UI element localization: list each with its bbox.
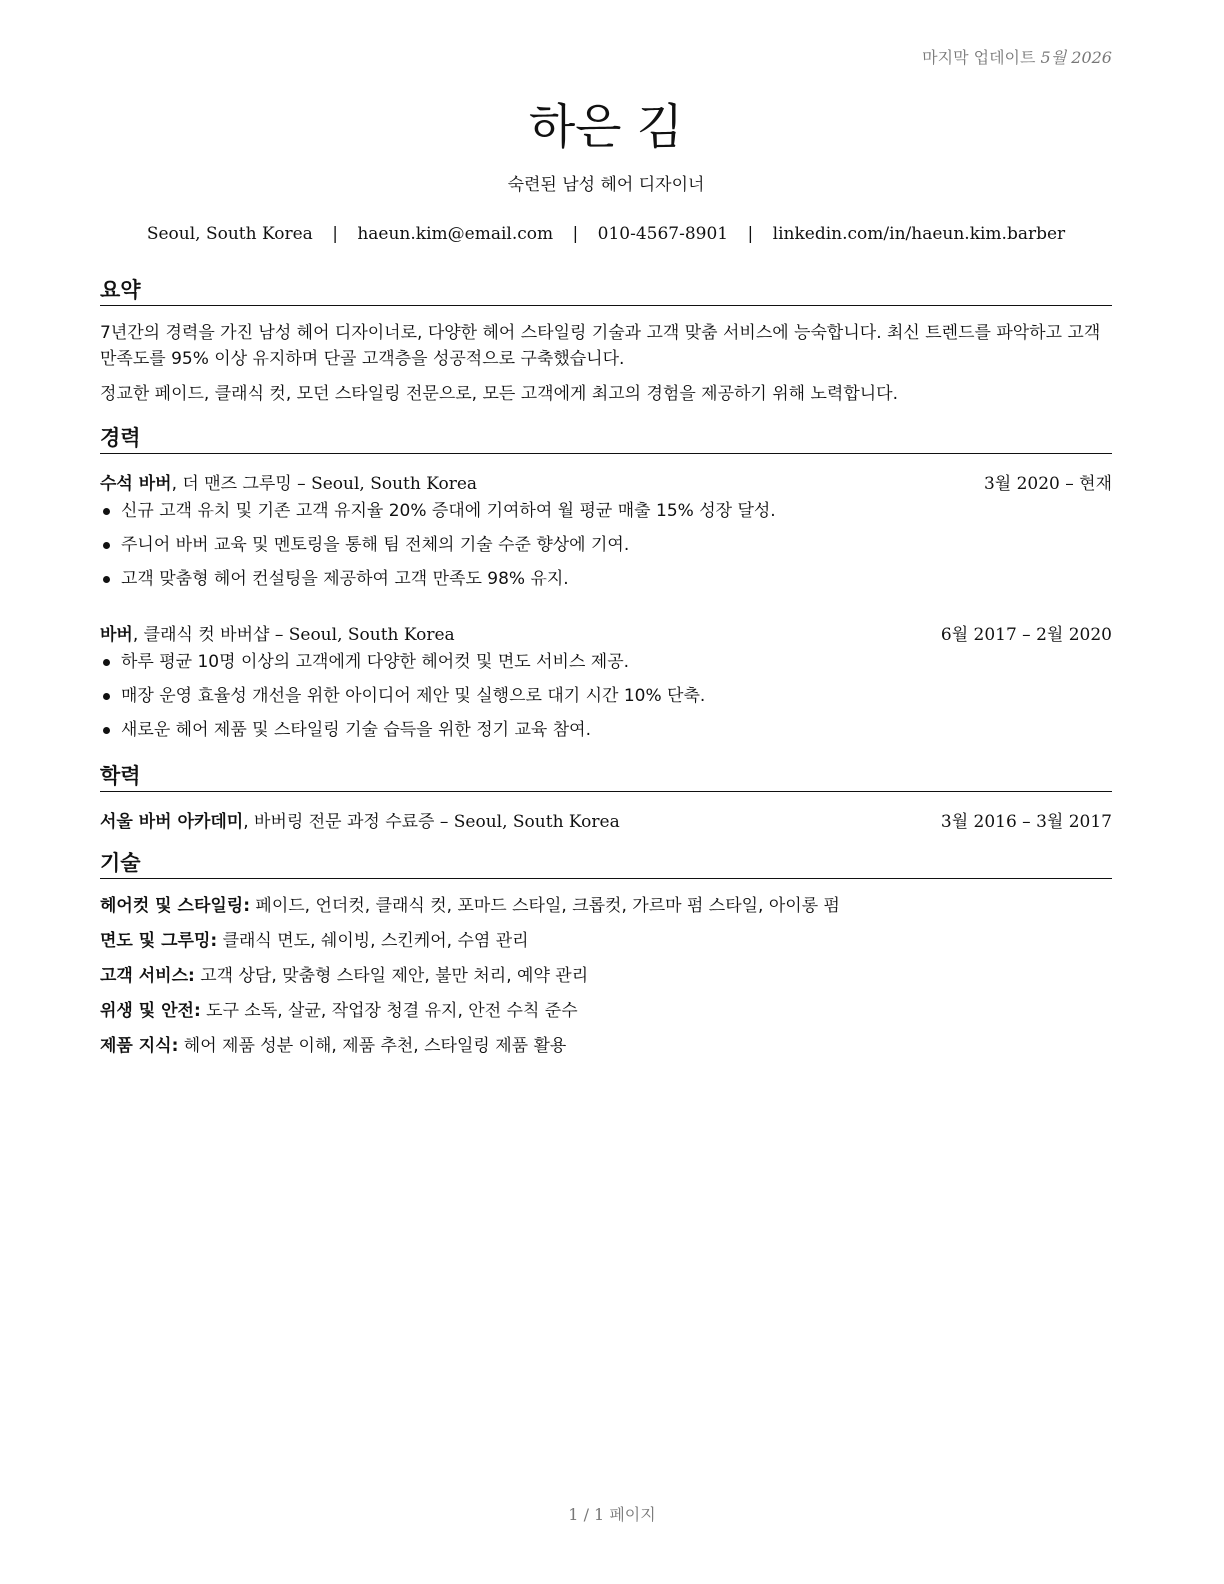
contact-separator: | [572, 224, 579, 244]
last-updated [922, 45, 1112, 68]
last-updated-label: 마지막 업데이트 [922, 48, 1036, 67]
section-title-skills: 기술 [100, 847, 1112, 879]
list-item [100, 499, 1112, 533]
list-item [100, 567, 1112, 601]
skill-row [100, 929, 1112, 964]
skill-values: 클래식 면도, 쉐이빙, 스킨케어, 수염 관리 [217, 931, 529, 951]
job-location: – Seoul, South Korea [291, 474, 478, 494]
contact-location: Seoul, South Korea [146, 224, 313, 244]
last-updated-date: 5월 2026 [1040, 48, 1112, 67]
section-title-experience: 경력 [100, 422, 1112, 454]
skill-values: 도구 소독, 살균, 작업장 청결 유지, 안전 수칙 준수 [200, 1001, 578, 1021]
bullet-icon [103, 576, 110, 583]
contact-email[interactable]: haeun.kim@email.com [357, 224, 554, 244]
bullet-icon [103, 693, 110, 700]
skill-row [100, 964, 1112, 999]
education-location: – Seoul, South Korea [434, 812, 620, 832]
summary-paragraph: 정교한 페이드, 클래식 컷, 모던 스타일링 전문으로, 모든 고객에게 최고의 경험을 제공하기 위해 노력합니다. [100, 384, 899, 404]
job-header [100, 620, 1112, 645]
education-program: , 바버링 전문 과정 수료증 [243, 812, 435, 832]
contact-phone: 010-4567-8901 [597, 224, 729, 244]
skill-values: 페이드, 언더컷, 클래식 컷, 포마드 스타일, 크롭컷, 가르마 펌 스타일, 아이롱 펌 [250, 896, 840, 916]
job-role: 바버 [100, 625, 133, 645]
skill-category: 헤어컷 및 스타일링: [100, 896, 251, 916]
bullet-text: 새로운 헤어 제품 및 스타일링 기술 습득을 위한 정기 교육 참여. [121, 720, 591, 740]
section-title-summary: 요약 [100, 274, 1112, 306]
bullet-text: 신규 고객 유치 및 기존 고객 유지율 20% 증대에 기여하여 월 평균 매출 15% 성장 달성. [121, 501, 776, 521]
job-company: , 클래식 컷 바버샵 [132, 625, 270, 645]
contact-separator: | [747, 224, 754, 244]
list-item [100, 650, 1112, 684]
skill-values: 헤어 제품 성분 이해, 제품 추천, 스타일링 제품 활용 [178, 1036, 567, 1056]
bullet-text: 하루 평균 10명 이상의 고객에게 다양한 헤어컷 및 면도 서비스 제공. [121, 652, 630, 672]
summary-paragraph: 7년간의 경력을 가진 남성 헤어 디자이너로, 다양한 헤어 스타일링 기술과 고객 맞춤 서비스에 능숙합니다. 최신 트렌드를 파악하고 고객 만족도를 95% 이상 유지하며 단골 고객층을 성공적으로 구축했습니다. [100, 323, 1101, 369]
job-location: – Seoul, South Korea [269, 625, 455, 645]
job-bullets [100, 650, 1112, 752]
candidate-tagline: 숙련된 남성 헤어 디자이너 [507, 175, 705, 195]
education-school: 서울 바버 아카데미 [100, 812, 244, 832]
page-footer [0, 1502, 1224, 1525]
contact-separator: | [332, 224, 338, 244]
candidate-name: 하은 김 [528, 99, 684, 155]
skill-category: 면도 및 그루밍: [100, 931, 218, 951]
bullet-text: 매장 운영 효율성 개선을 위한 아이디어 제안 및 실행으로 대기 시간 10% 단축. [121, 686, 706, 706]
skill-row [100, 999, 1112, 1034]
section-title-education: 학력 [100, 760, 1112, 792]
list-item [100, 533, 1112, 567]
contact-line [100, 224, 1112, 244]
bullet-text: 고객 맞춤형 헤어 컨설팅을 제공하여 고객 만족도 98% 유지. [121, 569, 569, 589]
list-item [100, 684, 1112, 718]
resume-page [100, 0, 1112, 1584]
job-header [100, 469, 1112, 494]
page-indicator: 1 / 1 [568, 1505, 605, 1524]
skills-list [100, 894, 1112, 1069]
bullet-icon [103, 659, 110, 666]
job-role: 수석 바버 [100, 474, 172, 494]
skill-row [100, 894, 1112, 929]
bullet-text: 주니어 바버 교육 및 멘토링을 통해 팀 전체의 기술 수준 향상에 기여. [121, 535, 630, 555]
skill-category: 고객 서비스: [100, 966, 195, 986]
page-label: 페이지 [609, 1505, 656, 1524]
job-dates: 6월 2017 – 2월 2020 [940, 625, 1112, 645]
list-item [100, 718, 1112, 752]
education-entry [100, 807, 1112, 832]
bullet-icon [103, 727, 110, 734]
skill-category: 위생 및 안전: [100, 1001, 201, 1021]
skill-values: 고객 상담, 맞춤형 스타일 제안, 불만 처리, 예약 관리 [194, 966, 589, 986]
job-bullets [100, 499, 1112, 601]
bullet-icon [103, 508, 110, 515]
job-dates: 3월 2020 – 현재 [983, 474, 1112, 494]
bullet-icon [103, 542, 110, 549]
contact-linkedin[interactable]: linkedin.com/in/haeun.kim.barber [772, 224, 1066, 244]
skill-category: 제품 지식: [100, 1036, 179, 1056]
job-company: , 더 맨즈 그루밍 [171, 474, 292, 494]
education-dates: 3월 2016 – 3월 2017 [940, 812, 1112, 832]
skill-row [100, 1034, 1112, 1069]
